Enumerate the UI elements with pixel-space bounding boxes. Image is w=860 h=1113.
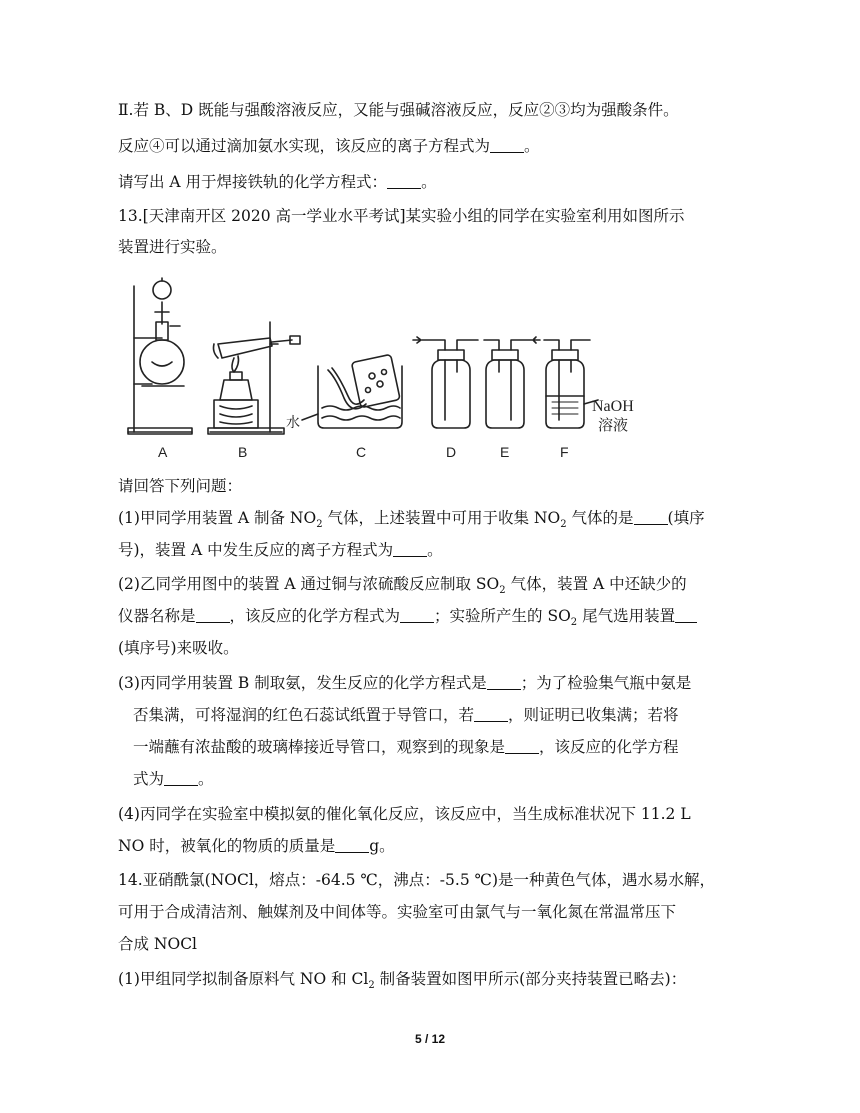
text-line-17: NO 时，被氧化的物质的质量是 g。: [118, 837, 395, 855]
page-number: 5 / 12: [414, 1032, 446, 1046]
text-line-6: 请回答下列问题：: [118, 477, 243, 495]
apparatus-e: [484, 337, 540, 428]
label-f: F: [560, 444, 569, 460]
question-13-heading: 13.[天津南开区 2020 高一学业水平考试]某实验小组的同学在实验室利用如图所示: [118, 207, 685, 225]
answer-blank: [335, 837, 369, 853]
apparatus-f: [544, 340, 598, 428]
water-label: 水: [286, 415, 300, 431]
apparatus-a: [128, 278, 192, 434]
answer-blank: [400, 607, 434, 623]
answer-blank: [487, 674, 521, 690]
text-line-14: 一端蘸有浓盐酸的玻璃棒接近导管口，观察到的现象是 ，该反应的化学方程: [133, 738, 679, 756]
label-b: B: [238, 444, 248, 460]
text-line-5: 装置进行实验。: [118, 238, 227, 256]
apparatus-figure: [122, 272, 682, 467]
apparatus-c: [302, 354, 402, 428]
text-line-13: 否集满，可将湿润的红色石蕊试纸置于导管口，若 ，则证明已收集满；若将: [133, 706, 679, 724]
text-line-8: 号)，装置 A 中发生反应的离子方程式为 。: [118, 541, 443, 559]
answer-blank: [393, 541, 427, 557]
label-a: A: [158, 444, 168, 460]
answer-blank: [196, 607, 230, 623]
text-line-11: (填序号)来吸收。: [118, 639, 239, 657]
text-line-9: (2)乙同学用图中的装置 A 通过铜与浓硫酸反应制取 $SO_2$ 气体，装置 A 中还缺少的: [118, 575, 687, 597]
apparatus-d: [413, 337, 478, 428]
label-c: C: [356, 444, 367, 460]
text-line-1: Ⅱ.若 B、D 既能与强酸溶液反应，又能与强碱溶液反应，反应②③均为强酸条件。: [118, 101, 679, 119]
answer-blank: [634, 509, 668, 525]
solution-label: 溶液: [598, 416, 629, 434]
text-line-20: 合成 NOCl: [118, 935, 198, 953]
label-d: D: [446, 444, 457, 460]
text-line-15: 式为 。: [133, 770, 214, 788]
text-line-16: (4)丙同学在实验室中模拟氨的催化氧化反应，该反应中，当生成标准状况下 11.2 L: [118, 805, 691, 823]
answer-blank: [164, 770, 198, 786]
answer-blank: [474, 706, 508, 722]
text-line-10: 仪器名称是 ，该反应的化学方程式为 ；实验所产生的 $SO_2$ 尾气选用装置: [118, 606, 697, 633]
answer-blank: [490, 137, 524, 153]
text-line-12: (3)丙同学用装置 B 制取氨，发生反应的化学方程式是 ；为了检验集气瓶中氨是: [118, 674, 692, 692]
label-e: E: [500, 444, 510, 460]
answer-blank: [505, 738, 539, 754]
answer-blank: [387, 173, 421, 189]
text-line-7: (1)甲同学用装置 A 制备 $NO_2$ 气体，上述装置中可用于收集 $NO_2$ 气体的是 (填序: [118, 509, 705, 531]
text-line-21: (1)甲组同学拟制备原料气 NO 和 $Cl_2$ 制备装置如图甲所示(部分夹持装置已略去)：: [118, 970, 687, 992]
question-14-heading: 14.亚硝酰氯(NOCl，熔点：-64.5 ℃，沸点：-5.5 ℃)是一种黄色气体，遇水易水解，: [118, 871, 716, 889]
naoh-label: NaOH: [592, 398, 634, 415]
text-line-2: 反应④可以通过滴加氨水实现，该反应的离子方程式为 。: [118, 137, 540, 155]
text-line-19: 可用于合成清洁剂、触媒剂及中间体等。实验室可由氯气与一氧化氮在常温常压下: [118, 903, 677, 921]
text-line-3: 请写出 A 用于焊接铁轨的化学方程式： 。: [118, 173, 437, 191]
answer-blank: [675, 607, 697, 623]
